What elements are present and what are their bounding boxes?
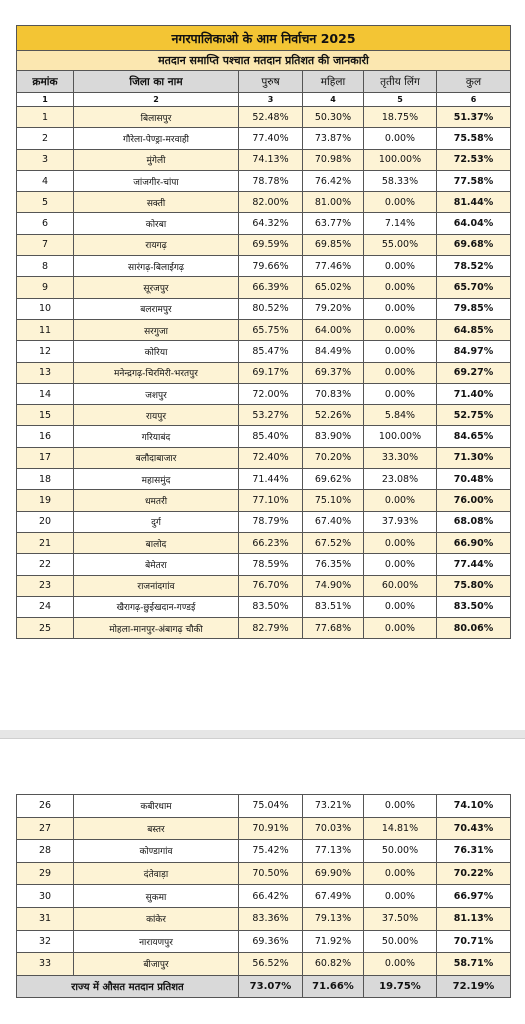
serial-cell: 5 (17, 192, 74, 213)
header-third-gender: तृतीय लिंग (364, 71, 437, 93)
district-cell: कांकेर (74, 907, 239, 930)
table-row (17, 596, 511, 617)
third-gender-cell: 60.00% (364, 575, 437, 596)
female-cell: 63.77% (303, 213, 364, 234)
total-cell: 77.58% (437, 170, 511, 191)
female-cell: 60.82% (303, 953, 364, 976)
table-row (17, 277, 511, 298)
third-gender-cell: 33.30% (364, 447, 437, 468)
serial-cell: 4 (17, 170, 74, 191)
third-gender-cell: 100.00% (364, 149, 437, 170)
serial-cell: 28 (17, 840, 74, 863)
male-cell: 83.50% (239, 596, 303, 617)
female-cell: 67.49% (303, 885, 364, 908)
female-cell: 77.46% (303, 256, 364, 277)
third-gender-cell: 0.00% (364, 362, 437, 383)
male-cell: 85.40% (239, 426, 303, 447)
female-cell: 69.85% (303, 234, 364, 255)
district-cell: राजनांदगांव (74, 575, 239, 596)
third-gender-cell: 23.08% (364, 469, 437, 490)
total-cell: 84.65% (437, 426, 511, 447)
district-cell: नारायणपुर (74, 930, 239, 953)
serial-cell: 30 (17, 885, 74, 908)
third-gender-cell: 7.14% (364, 213, 437, 234)
district-cell: कोरबा (74, 213, 239, 234)
third-gender-cell: 0.00% (364, 277, 437, 298)
male-cell: 80.52% (239, 298, 303, 319)
table-row (17, 128, 511, 149)
female-cell: 77.68% (303, 618, 364, 639)
total-cell: 76.31% (437, 840, 511, 863)
female-cell: 71.92% (303, 930, 364, 953)
column-number: 6 (437, 93, 511, 107)
district-cell: सक्ती (74, 192, 239, 213)
table-page-2 (16, 794, 510, 998)
table-row (17, 170, 511, 191)
total-cell: 81.13% (437, 907, 511, 930)
header-male: पुरुष (239, 71, 303, 93)
serial-cell: 18 (17, 469, 74, 490)
third-gender-cell: 0.00% (364, 532, 437, 553)
serial-cell: 16 (17, 426, 74, 447)
third-gender-cell: 50.00% (364, 930, 437, 953)
third-gender-cell: 0.00% (364, 383, 437, 404)
female-cell: 79.20% (303, 298, 364, 319)
serial-cell: 17 (17, 447, 74, 468)
male-cell: 72.00% (239, 383, 303, 404)
male-cell: 64.32% (239, 213, 303, 234)
serial-cell: 14 (17, 383, 74, 404)
district-cell: कोरिया (74, 341, 239, 362)
female-cell: 70.20% (303, 447, 364, 468)
page-separator (0, 730, 525, 738)
female-cell: 76.42% (303, 170, 364, 191)
header-female: महिला (303, 71, 364, 93)
serial-cell: 26 (17, 795, 74, 818)
district-cell: खैरागढ़-छुईखदान-गण्डई (74, 596, 239, 617)
table-row (17, 490, 511, 511)
male-cell: 85.47% (239, 341, 303, 362)
table-row (17, 213, 511, 234)
total-cell: 70.48% (437, 469, 511, 490)
page-separator-line (0, 738, 525, 739)
district-cell: बीजापुर (74, 953, 239, 976)
district-cell: बलरामपुर (74, 298, 239, 319)
total-cell: 84.97% (437, 341, 511, 362)
district-cell: बलौदाबाजार (74, 447, 239, 468)
male-cell: 75.42% (239, 840, 303, 863)
table-row (17, 149, 511, 170)
table-row (17, 575, 511, 596)
female-cell: 81.00% (303, 192, 364, 213)
serial-cell: 27 (17, 817, 74, 840)
third-gender-cell: 0.00% (364, 795, 437, 818)
avg-third-gender-cell: 19.75% (364, 975, 437, 997)
third-gender-cell: 37.93% (364, 511, 437, 532)
header-serial: क्रमांक (17, 71, 74, 93)
male-cell: 78.79% (239, 511, 303, 532)
serial-cell: 12 (17, 341, 74, 362)
district-cell: धमतरी (74, 490, 239, 511)
table-row (17, 234, 511, 255)
district-cell: सारंगढ़-बिलाईगढ़ (74, 256, 239, 277)
district-cell: बालोद (74, 532, 239, 553)
total-cell: 69.68% (437, 234, 511, 255)
turnout-table-part-1 (16, 25, 511, 639)
third-gender-cell: 50.00% (364, 840, 437, 863)
page-title: नगरपालिकाओ के आम निर्वाचन 2025 (17, 26, 511, 51)
female-cell: 67.40% (303, 511, 364, 532)
third-gender-cell: 0.00% (364, 298, 437, 319)
table-row (17, 532, 511, 553)
female-cell: 69.37% (303, 362, 364, 383)
female-cell: 69.90% (303, 862, 364, 885)
female-cell: 83.51% (303, 596, 364, 617)
total-cell: 75.58% (437, 128, 511, 149)
third-gender-cell: 14.81% (364, 817, 437, 840)
total-cell: 76.00% (437, 490, 511, 511)
third-gender-cell: 100.00% (364, 426, 437, 447)
female-cell: 84.49% (303, 341, 364, 362)
district-cell: रायपुर (74, 405, 239, 426)
total-cell: 72.53% (437, 149, 511, 170)
third-gender-cell: 18.75% (364, 107, 437, 128)
serial-cell: 19 (17, 490, 74, 511)
district-cell: सरगुजा (74, 319, 239, 340)
serial-cell: 24 (17, 596, 74, 617)
third-gender-cell: 0.00% (364, 490, 437, 511)
district-cell: गौरेला-पेण्ड्रा-मरवाही (74, 128, 239, 149)
district-cell: जांजगीर-चांपा (74, 170, 239, 191)
district-cell: बेमेतरा (74, 554, 239, 575)
table-row (17, 554, 511, 575)
table-row (17, 319, 511, 340)
district-cell: सूरजपुर (74, 277, 239, 298)
total-cell: 81.44% (437, 192, 511, 213)
table-row (17, 298, 511, 319)
serial-cell: 31 (17, 907, 74, 930)
serial-cell: 11 (17, 319, 74, 340)
serial-cell: 33 (17, 953, 74, 976)
female-cell: 52.26% (303, 405, 364, 426)
female-cell: 70.83% (303, 383, 364, 404)
total-cell: 83.50% (437, 596, 511, 617)
male-cell: 69.36% (239, 930, 303, 953)
third-gender-cell: 0.00% (364, 596, 437, 617)
district-cell: सुकमा (74, 885, 239, 908)
district-cell: महासमुंद (74, 469, 239, 490)
serial-cell: 20 (17, 511, 74, 532)
third-gender-cell: 0.00% (364, 554, 437, 575)
table-row (17, 795, 511, 818)
male-cell: 70.50% (239, 862, 303, 885)
avg-total-cell: 72.19% (437, 975, 511, 997)
serial-cell: 23 (17, 575, 74, 596)
male-cell: 78.59% (239, 554, 303, 575)
table-row (17, 469, 511, 490)
male-cell: 83.36% (239, 907, 303, 930)
female-cell: 73.21% (303, 795, 364, 818)
table-row (17, 426, 511, 447)
table-row (17, 192, 511, 213)
male-cell: 82.00% (239, 192, 303, 213)
header-district: जिला का नाम (74, 71, 239, 93)
serial-cell: 32 (17, 930, 74, 953)
female-cell: 69.62% (303, 469, 364, 490)
district-cell: मुंगेली (74, 149, 239, 170)
third-gender-cell: 55.00% (364, 234, 437, 255)
district-cell: रायगढ़ (74, 234, 239, 255)
table-row (17, 341, 511, 362)
third-gender-cell: 0.00% (364, 256, 437, 277)
male-cell: 66.23% (239, 532, 303, 553)
serial-cell: 15 (17, 405, 74, 426)
total-cell: 65.70% (437, 277, 511, 298)
third-gender-cell: 0.00% (364, 319, 437, 340)
male-cell: 53.27% (239, 405, 303, 426)
total-cell: 79.85% (437, 298, 511, 319)
state-average-label: राज्य में औसत मतदान प्रतिशत (17, 975, 239, 997)
table-row (17, 383, 511, 404)
table-row (17, 405, 511, 426)
page-subtitle: मतदान समाप्ति पश्चात मतदान प्रतिशत की जानकारी (17, 51, 511, 71)
male-cell: 66.39% (239, 277, 303, 298)
male-cell: 70.91% (239, 817, 303, 840)
female-cell: 70.03% (303, 817, 364, 840)
male-cell: 71.44% (239, 469, 303, 490)
table-row (17, 107, 511, 128)
female-cell: 73.87% (303, 128, 364, 149)
female-cell: 65.02% (303, 277, 364, 298)
serial-cell: 6 (17, 213, 74, 234)
district-cell: कबीरधाम (74, 795, 239, 818)
total-cell: 68.08% (437, 511, 511, 532)
male-cell: 78.78% (239, 170, 303, 191)
column-number-row (17, 93, 511, 107)
third-gender-cell: 37.50% (364, 907, 437, 930)
table-row (17, 256, 511, 277)
serial-cell: 22 (17, 554, 74, 575)
male-cell: 77.10% (239, 490, 303, 511)
third-gender-cell: 5.84% (364, 405, 437, 426)
table-row (17, 840, 511, 863)
serial-cell: 8 (17, 256, 74, 277)
table-row (17, 817, 511, 840)
female-cell: 77.13% (303, 840, 364, 863)
district-cell: मनेन्द्रगढ़-चिरमिरी-भरतपुर (74, 362, 239, 383)
total-cell: 70.71% (437, 930, 511, 953)
avg-female-cell: 71.66% (303, 975, 364, 997)
total-cell: 66.97% (437, 885, 511, 908)
total-cell: 75.80% (437, 575, 511, 596)
column-number: 4 (303, 93, 364, 107)
district-cell: दुर्ग (74, 511, 239, 532)
male-cell: 72.40% (239, 447, 303, 468)
female-cell: 67.52% (303, 532, 364, 553)
total-cell: 71.40% (437, 383, 511, 404)
total-cell: 70.43% (437, 817, 511, 840)
column-number: 1 (17, 93, 74, 107)
female-cell: 76.35% (303, 554, 364, 575)
third-gender-cell: 0.00% (364, 341, 437, 362)
district-cell: मोहला-मानपुर-अंबागढ़ चौकी (74, 618, 239, 639)
district-cell: दंतेवाड़ा (74, 862, 239, 885)
total-cell: 78.52% (437, 256, 511, 277)
female-cell: 70.98% (303, 149, 364, 170)
serial-cell: 3 (17, 149, 74, 170)
male-cell: 77.40% (239, 128, 303, 149)
serial-cell: 13 (17, 362, 74, 383)
table-row (17, 953, 511, 976)
female-cell: 83.90% (303, 426, 364, 447)
avg-male-cell: 73.07% (239, 975, 303, 997)
male-cell: 56.52% (239, 953, 303, 976)
district-cell: कोण्डागांव (74, 840, 239, 863)
serial-cell: 2 (17, 128, 74, 149)
male-cell: 76.70% (239, 575, 303, 596)
male-cell: 69.17% (239, 362, 303, 383)
district-cell: बस्तर (74, 817, 239, 840)
female-cell: 79.13% (303, 907, 364, 930)
male-cell: 82.79% (239, 618, 303, 639)
total-cell: 77.44% (437, 554, 511, 575)
third-gender-cell: 0.00% (364, 128, 437, 149)
serial-cell: 10 (17, 298, 74, 319)
header-total: कुल (437, 71, 511, 93)
state-average-row (17, 975, 511, 997)
serial-cell: 7 (17, 234, 74, 255)
column-number: 3 (239, 93, 303, 107)
male-cell: 75.04% (239, 795, 303, 818)
female-cell: 74.90% (303, 575, 364, 596)
third-gender-cell: 0.00% (364, 862, 437, 885)
female-cell: 50.30% (303, 107, 364, 128)
male-cell: 79.66% (239, 256, 303, 277)
column-number: 5 (364, 93, 437, 107)
district-cell: गरियाबंद (74, 426, 239, 447)
male-cell: 66.42% (239, 885, 303, 908)
male-cell: 65.75% (239, 319, 303, 340)
total-cell: 52.75% (437, 405, 511, 426)
total-cell: 69.27% (437, 362, 511, 383)
male-cell: 52.48% (239, 107, 303, 128)
male-cell: 69.59% (239, 234, 303, 255)
third-gender-cell: 58.33% (364, 170, 437, 191)
table-page-1 (16, 25, 510, 639)
serial-cell: 25 (17, 618, 74, 639)
serial-cell: 29 (17, 862, 74, 885)
table-row (17, 930, 511, 953)
female-cell: 75.10% (303, 490, 364, 511)
serial-cell: 9 (17, 277, 74, 298)
table-row (17, 362, 511, 383)
total-cell: 51.37% (437, 107, 511, 128)
third-gender-cell: 0.00% (364, 192, 437, 213)
serial-cell: 21 (17, 532, 74, 553)
table-row (17, 862, 511, 885)
serial-cell: 1 (17, 107, 74, 128)
table-row (17, 447, 511, 468)
total-cell: 74.10% (437, 795, 511, 818)
total-cell: 64.04% (437, 213, 511, 234)
total-cell: 58.71% (437, 953, 511, 976)
female-cell: 64.00% (303, 319, 364, 340)
male-cell: 74.13% (239, 149, 303, 170)
table-row (17, 885, 511, 908)
total-cell: 64.85% (437, 319, 511, 340)
table-row (17, 907, 511, 930)
third-gender-cell: 0.00% (364, 953, 437, 976)
total-cell: 71.30% (437, 447, 511, 468)
table-row (17, 618, 511, 639)
subtitle-row (17, 51, 511, 71)
total-cell: 66.90% (437, 532, 511, 553)
district-cell: जशपुर (74, 383, 239, 404)
header-row (17, 71, 511, 93)
title-row (17, 26, 511, 51)
third-gender-cell: 0.00% (364, 885, 437, 908)
district-cell: बिलासपुर (74, 107, 239, 128)
table-row (17, 511, 511, 532)
column-number: 2 (74, 93, 239, 107)
third-gender-cell: 0.00% (364, 618, 437, 639)
total-cell: 80.06% (437, 618, 511, 639)
total-cell: 70.22% (437, 862, 511, 885)
turnout-table-part-2 (16, 794, 511, 998)
